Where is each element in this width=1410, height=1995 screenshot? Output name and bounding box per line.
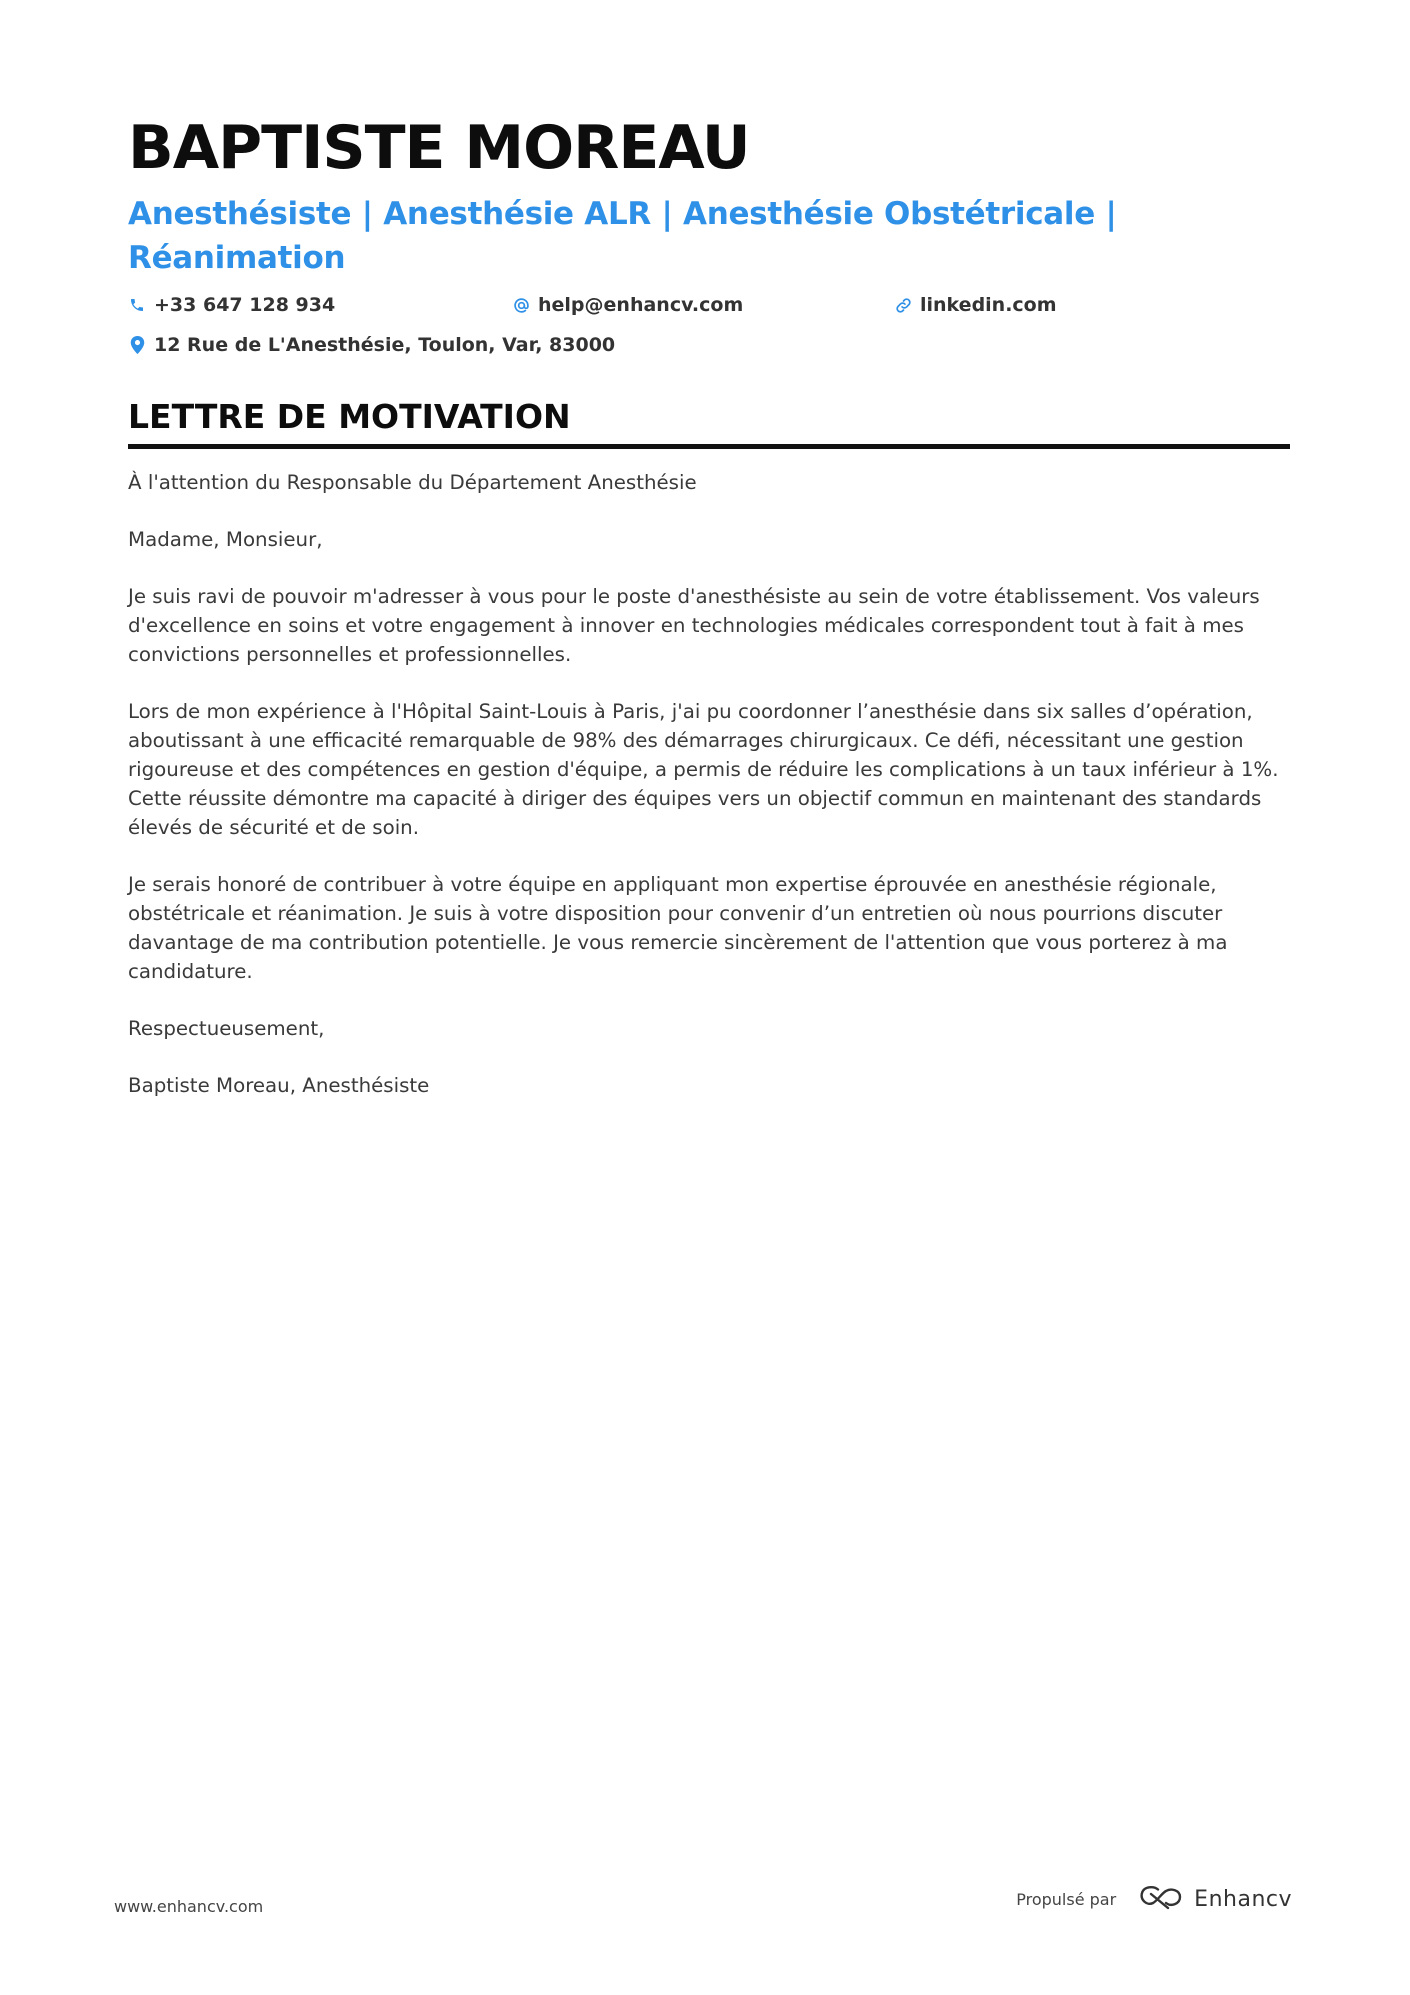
section-title: LETTRE DE MOTIVATION xyxy=(128,397,571,436)
email-text[interactable]: help@enhancv.com xyxy=(538,294,744,316)
link-icon xyxy=(894,296,912,314)
letter-salutation: Madame, Monsieur, xyxy=(128,528,323,551)
contact-linkedin[interactable] xyxy=(894,294,1057,316)
letter-recipient: À l'attention du Responsable du Département Anesthésie xyxy=(128,471,697,494)
letter-paragraph: Lors de mon expérience à l'Hôpital Saint-Louis à Paris, j'ai pu coordonner l’anesthésie dans six salles d’opération, aboutissant à une efficacité remarquable de 98% des démarrages chirurgicaux. Ce défi, nécessitant une gestion rigoureuse et des compétences en gestion d'équipe, a permis de réduire les complications à un taux inférieur à 1%. Cette réussite démontre ma capacité à diriger des équipes vers un objectif commun en maintenant des standards élevés de sécurité et de soin. xyxy=(128,700,1279,839)
footer-website[interactable]: www.enhancv.com xyxy=(114,1897,264,1916)
section-header xyxy=(128,394,1290,449)
section-divider xyxy=(128,444,1290,449)
brand-name: Enhancv xyxy=(1194,1887,1292,1912)
phone-icon xyxy=(128,296,146,314)
powered-by-text: Propulsé par xyxy=(1016,1890,1117,1909)
contact-email[interactable] xyxy=(512,294,743,316)
contact-phone xyxy=(128,294,335,316)
linkedin-text[interactable]: linkedin.com xyxy=(920,294,1057,316)
letter-paragraph: Je suis ravi de pouvoir m'adresser à vous pour le poste d'anesthésiste au sein de votre établissement. Vos valeurs d'excellence en soins et votre engagement à innover en technologies médicales correspondent tout à fait à mes convictions personnelles et professionnelles. xyxy=(128,585,1260,666)
phone-text: +33 647 128 934 xyxy=(154,294,336,316)
contact-address xyxy=(128,334,615,356)
letter-body xyxy=(128,468,1288,1128)
location-pin-icon xyxy=(128,336,146,354)
letter-signature: Baptiste Moreau, Anesthésiste xyxy=(128,1074,430,1097)
contact-info xyxy=(128,294,1288,374)
candidate-name: BAPTISTE MOREAU xyxy=(128,113,750,183)
letter-closing: Respectueusement, xyxy=(128,1017,325,1040)
at-icon xyxy=(512,296,530,314)
letter-paragraph: Je serais honoré de contribuer à votre équipe en appliquant mon expertise éprouvée en anesthésie régionale, obstétricale et réanimation. Je suis à votre disposition pour convenir d’un entretien où nous pourrions discuter davantage de ma contribution potentielle. Je vous remercie sincèrement de l'attention que vous porterez à ma candidature. xyxy=(128,873,1228,983)
header xyxy=(128,108,1288,374)
address-text: 12 Rue de L'Anesthésie, Toulon, Var, 83000 xyxy=(154,334,616,356)
enhancv-logo-icon xyxy=(1138,1884,1184,1915)
footer-branding xyxy=(1016,1884,1292,1915)
brand-logo[interactable] xyxy=(1138,1884,1292,1915)
candidate-headline: Anesthésiste | Anesthésie ALR | Anesthésie Obstétricale | Réanimation xyxy=(128,196,1117,276)
